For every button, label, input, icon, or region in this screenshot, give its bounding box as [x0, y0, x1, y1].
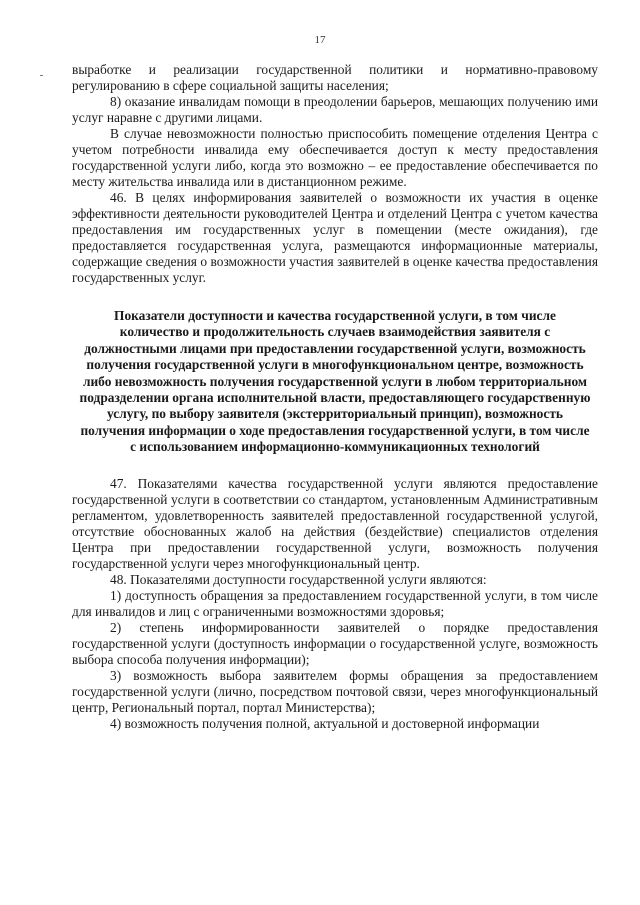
page-number: 17 — [314, 34, 326, 46]
paragraph-47: 47. Показателями качества государственной услуги являются предоставление государственной услуги в соответствии со стандартом, установленным Административным регламентом, удовлетворенность заявителей предоставленной государственной услугой, отсутствие обоснованных жалоб на действия (бездействие) специалистов отделения Центра при предоставлении государственной услуги, возможность получения государственной услуги через многофункциональный центр. — [72, 475, 598, 571]
paragraph-accessibility-note: В случае невозможности полностью приспособить помещение отделения Центра с учетом потребности инвалида ему обеспечивается доступ к месту предоставления государственной услуги либо, когда это возможно – ее предоставление обеспечивается по месту жительства инвалида или в дистанционном режиме. — [72, 126, 598, 189]
list-item-2: 2) степень информированности заявителей о порядке предоставления государственной услуги (доступность информации о государственной услуге, возможность выбора способа получения информации); — [72, 619, 598, 667]
paragraph-48: 48. Показателями доступности государственной услуги являются: — [110, 571, 487, 587]
list-item-4: 4) возможность получения полной, актуальной и достоверной информации — [110, 715, 540, 731]
paragraph-46: 46. В целях информирования заявителей о возможности их участия в оценке эффективности деятельности руководителей Центра и отделений Центра с учетом качества предоставления им государственных услуг в помещении (месте ожидания), где предоставляется государственная услуга, размещаются информационные материалы, содержащие сведения о возможности участия заявителей в оценке качества предоставления государственных услуг. — [72, 190, 598, 285]
list-item-1: 1) доступность обращения за предоставлением государственной услуги, в том числе для инвалидов и лиц с ограниченными возможностями здоровья; — [72, 587, 598, 619]
document-body — [72, 62, 598, 732]
paragraph-item-8: 8) оказание инвалидам помощи в преодолении барьеров, мешающих получению ими услуг наравне с другими лицами. — [72, 94, 598, 125]
list-item-3: 3) возможность выбора заявителем формы обращения за предоставлением государственной услуги (лично, посредством почтовой связи, через многофункциональный центр, Региональный портал, портал Министерства); — [72, 667, 598, 715]
paragraph-continuation: выработке и реализации государственной политики и нормативно-правовому регулированию в сфере социальной защиты населения; — [72, 62, 598, 93]
scan-mark — [40, 75, 43, 76]
section-heading: Показатели доступности и качества государственной услуги, в том числе количество и продолжительность случаев взаимодействия заявителя с должностными лицами при предоставлении государственной услуги, возможность получения государственной услуги в многофункциональном центре, возможность либо невозможность получения государственной услуги в любом территориальном подразделении органа исполнительной власти, предоставляющего государственную услугу, по выбору заявителя (экстерриториальный принцип), возможность получения информации о ходе предоставления государственной услуги, в том числе с использованием информационно-коммуникационных технологий — [79, 308, 591, 455]
